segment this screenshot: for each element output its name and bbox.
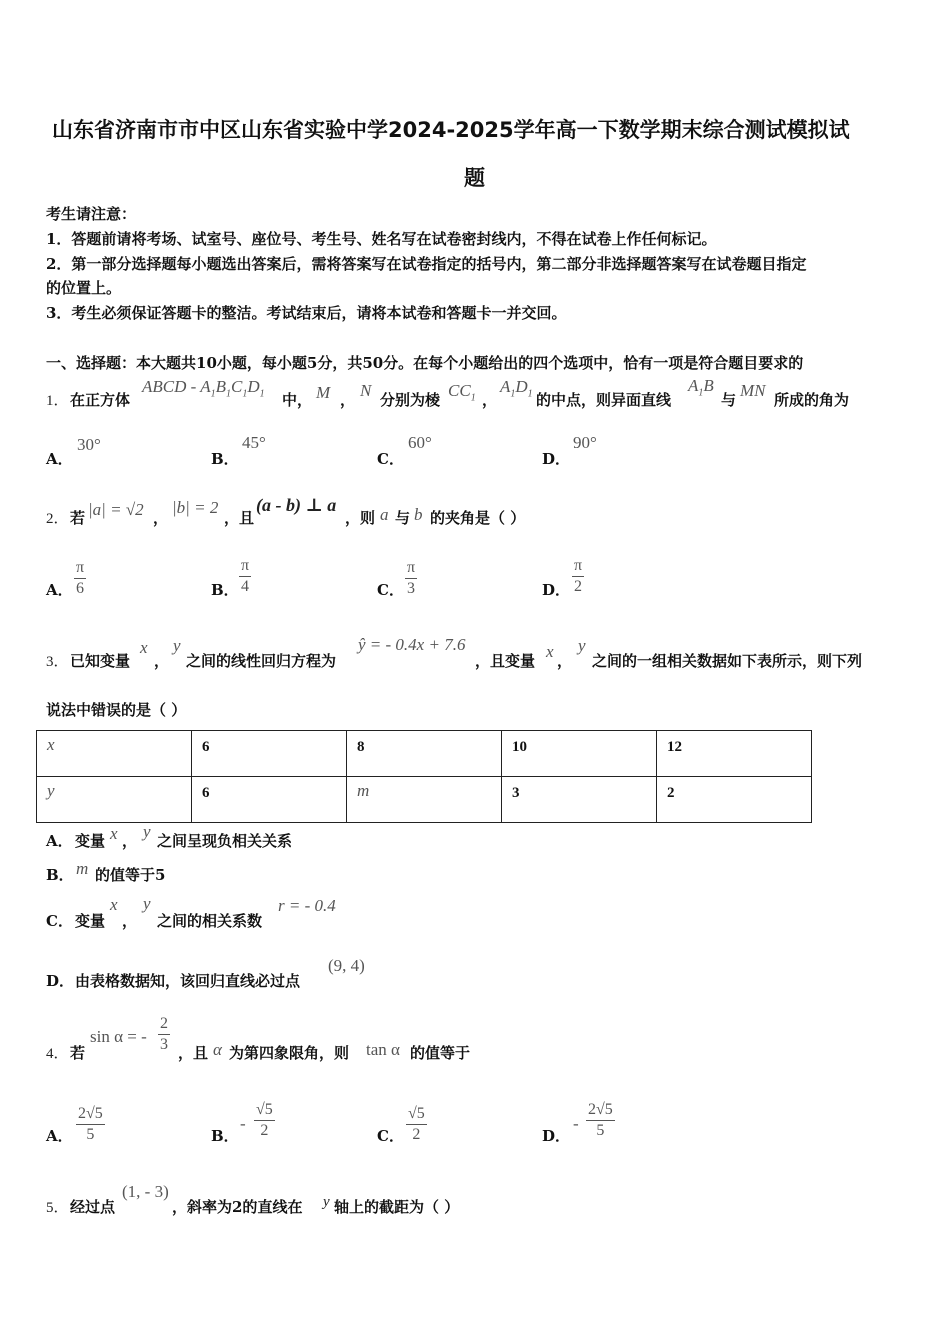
math-expression: y — [143, 894, 151, 913]
option-label: D． — [46, 972, 75, 990]
question-number: 3． — [46, 654, 69, 670]
question-text: ， — [340, 391, 356, 409]
notice-item-3: 3．考生必须保证答题卡的整洁。考试结束后，请将本试卷和答题卡一并交回。 — [46, 304, 567, 322]
math-expression: r = - 0.4 — [278, 896, 336, 915]
table-cell: 6 — [192, 777, 347, 823]
notice-heading: 考生请注意： — [46, 205, 137, 223]
question-text: 轴上的截距为（ ） — [334, 1198, 460, 1216]
question-text: ，则 — [345, 509, 376, 527]
option-fraction: $\frac{2√5}{5}$ — [78, 1105, 103, 1143]
question-text: 已知变量 — [70, 652, 131, 670]
math-expression: MN — [740, 381, 766, 400]
table-cell: 10 — [502, 731, 657, 777]
question-text: 若 — [70, 509, 86, 527]
table-row — [37, 731, 812, 777]
question-text: 的值等于 — [410, 1044, 471, 1062]
option-value: 30° — [77, 435, 101, 454]
math-expression: x — [110, 895, 118, 914]
question-text: 说法中错误的是（ ） — [46, 701, 187, 719]
math-expression: |b| = 2 — [172, 498, 219, 517]
option-label: A． — [46, 1127, 73, 1145]
question-text: 与 — [721, 391, 737, 409]
data-table — [36, 730, 812, 823]
question-text: 与 — [395, 509, 411, 527]
table-cell: 3 — [502, 777, 657, 823]
option-label: A． — [46, 581, 73, 599]
option-label: D． — [542, 450, 571, 468]
math-expression: tan α — [366, 1040, 400, 1059]
option-fraction: $\frac{\pi}{3}$ — [407, 559, 416, 597]
table-cell: 2 — [657, 777, 812, 823]
math-expression: $A_1B$ — [688, 376, 714, 399]
table-cell: y — [37, 777, 192, 823]
option-value: 45° — [242, 433, 266, 452]
math-expression: m — [76, 859, 89, 878]
section-heading: 一、选择题：本大题共10小题，每小题5分，共50分。在每个小题给出的四个选项中，恰有一项是符合题目要求的 — [46, 354, 804, 372]
question-text: 之间的一组相关数据如下表所示，则下列 — [592, 652, 863, 670]
table-cell: 6 — [192, 731, 347, 777]
question-text: ，斜率为2的直线在 — [172, 1198, 303, 1216]
math-expression: (1, - 3) — [122, 1182, 169, 1201]
option-label: B． — [211, 581, 239, 599]
question-text: ， — [557, 652, 573, 670]
math-expression: b — [414, 505, 423, 524]
table-cell: 8 — [347, 731, 502, 777]
page-title-continued: 题 — [464, 166, 485, 190]
option-text: 之间的相关系数 — [157, 912, 263, 930]
math-expression: $A_1D_1$ — [500, 377, 533, 400]
question-text: 之间的线性回归方程为 — [186, 652, 337, 670]
notice-item-1: 1．答题前请将考场、试室号、座位号、考生号、姓名写在试卷密封线内，不得在试卷上作任何标记。 — [46, 230, 717, 248]
math-expression: ŷ = - 0.4x + 7.6 — [358, 635, 466, 654]
question-text: ， — [154, 652, 170, 670]
option-text: 之间呈现负相关关系 — [157, 832, 293, 850]
option-sign: - — [240, 1114, 246, 1133]
option-label: D． — [542, 581, 571, 599]
option-label: C． — [377, 1127, 404, 1145]
page-title: 山东省济南市市中区山东省实验中学2024-2025学年高一下数学期末综合测试模拟试 — [52, 118, 850, 142]
option-sign: - — [573, 1114, 579, 1133]
math-expression: ABCD - $A_1B_1C_1D_1$ — [142, 377, 265, 400]
math-expression: N — [360, 381, 372, 400]
option-fraction: $\frac{√5}{2}$ — [408, 1105, 425, 1143]
option-label: B． — [211, 1127, 239, 1145]
math-expression: y — [578, 636, 586, 655]
question-text: 所成的角为 — [774, 391, 850, 409]
question-number: 4． — [46, 1046, 69, 1062]
math-expression: $CC_1$ — [448, 381, 476, 404]
option-label: B． — [211, 450, 239, 468]
math-expression: M — [316, 383, 331, 402]
math-expression: α — [213, 1040, 222, 1059]
math-expression: y — [323, 1194, 330, 1210]
option-label: C． — [46, 912, 73, 930]
math-expression: |a| = √2 — [88, 500, 144, 519]
math-expression: x — [546, 642, 554, 661]
question-text: 分别为棱 — [380, 391, 441, 409]
table-cell: 12 — [657, 731, 812, 777]
question-text: 在正方体 — [70, 391, 131, 409]
question-text: 中， — [282, 391, 313, 409]
question-number: 5． — [46, 1200, 69, 1216]
option-text: 由表格数据知，该回归直线必过点 — [75, 972, 301, 990]
option-label: D． — [542, 1127, 571, 1145]
option-fraction: $\frac{\pi}{4}$ — [241, 557, 250, 595]
table-cell: m — [347, 777, 502, 823]
option-fraction: $\frac{2√5}{5}$ — [588, 1101, 613, 1139]
option-text: ， — [122, 912, 138, 930]
option-label: A． — [46, 832, 73, 850]
notice-item-2-cont: 的位置上。 — [46, 279, 122, 297]
question-text: ，且变量 — [475, 652, 536, 670]
question-text: ， — [153, 509, 169, 527]
option-text: ， — [122, 832, 138, 850]
question-text: ，且 — [178, 1044, 209, 1062]
question-number: 2． — [46, 511, 69, 527]
math-expression: sin α = - — [90, 1027, 147, 1046]
math-expression: (9, 4) — [328, 956, 365, 975]
option-value: 90° — [573, 433, 597, 452]
table-cell: x — [37, 731, 192, 777]
option-text: 变量 — [75, 832, 106, 850]
table-row — [37, 777, 812, 823]
math-expression: a — [380, 505, 389, 524]
question-text: 若 — [70, 1044, 86, 1062]
option-fraction: $\frac{\pi}{6}$ — [76, 559, 85, 597]
question-text: 的中点，则异面直线 — [536, 391, 672, 409]
question-text: ，且 — [224, 509, 255, 527]
option-label: C． — [377, 581, 404, 599]
math-expression: y — [173, 636, 181, 655]
question-number: 1． — [46, 393, 69, 409]
notice-item-2: 2．第一部分选择题每小题选出答案后，需将答案写在试卷指定的括号内，第二部分非选择题答案写在试卷题目指定 — [46, 255, 807, 273]
option-label: C． — [377, 450, 404, 468]
option-label: B． — [46, 866, 74, 884]
math-expression: x — [140, 638, 148, 657]
math-expression: x — [110, 824, 118, 843]
option-text: 变量 — [75, 912, 106, 930]
option-text: 的值等于5 — [95, 866, 166, 884]
question-text: 为第四象限角，则 — [229, 1044, 350, 1062]
option-label: A． — [46, 450, 73, 468]
question-text: 经过点 — [70, 1198, 116, 1216]
question-text: 的夹角是（ ） — [430, 509, 526, 527]
math-fraction: $\frac{2}{3}$ — [160, 1015, 168, 1053]
option-fraction: $\frac{√5}{2}$ — [256, 1101, 273, 1139]
option-value: 60° — [408, 433, 432, 452]
option-fraction: $\frac{\pi}{2}$ — [574, 557, 583, 595]
question-text: ， — [482, 391, 498, 409]
math-expression: (a - b) ⊥ a — [256, 495, 337, 515]
math-expression: y — [143, 822, 151, 841]
